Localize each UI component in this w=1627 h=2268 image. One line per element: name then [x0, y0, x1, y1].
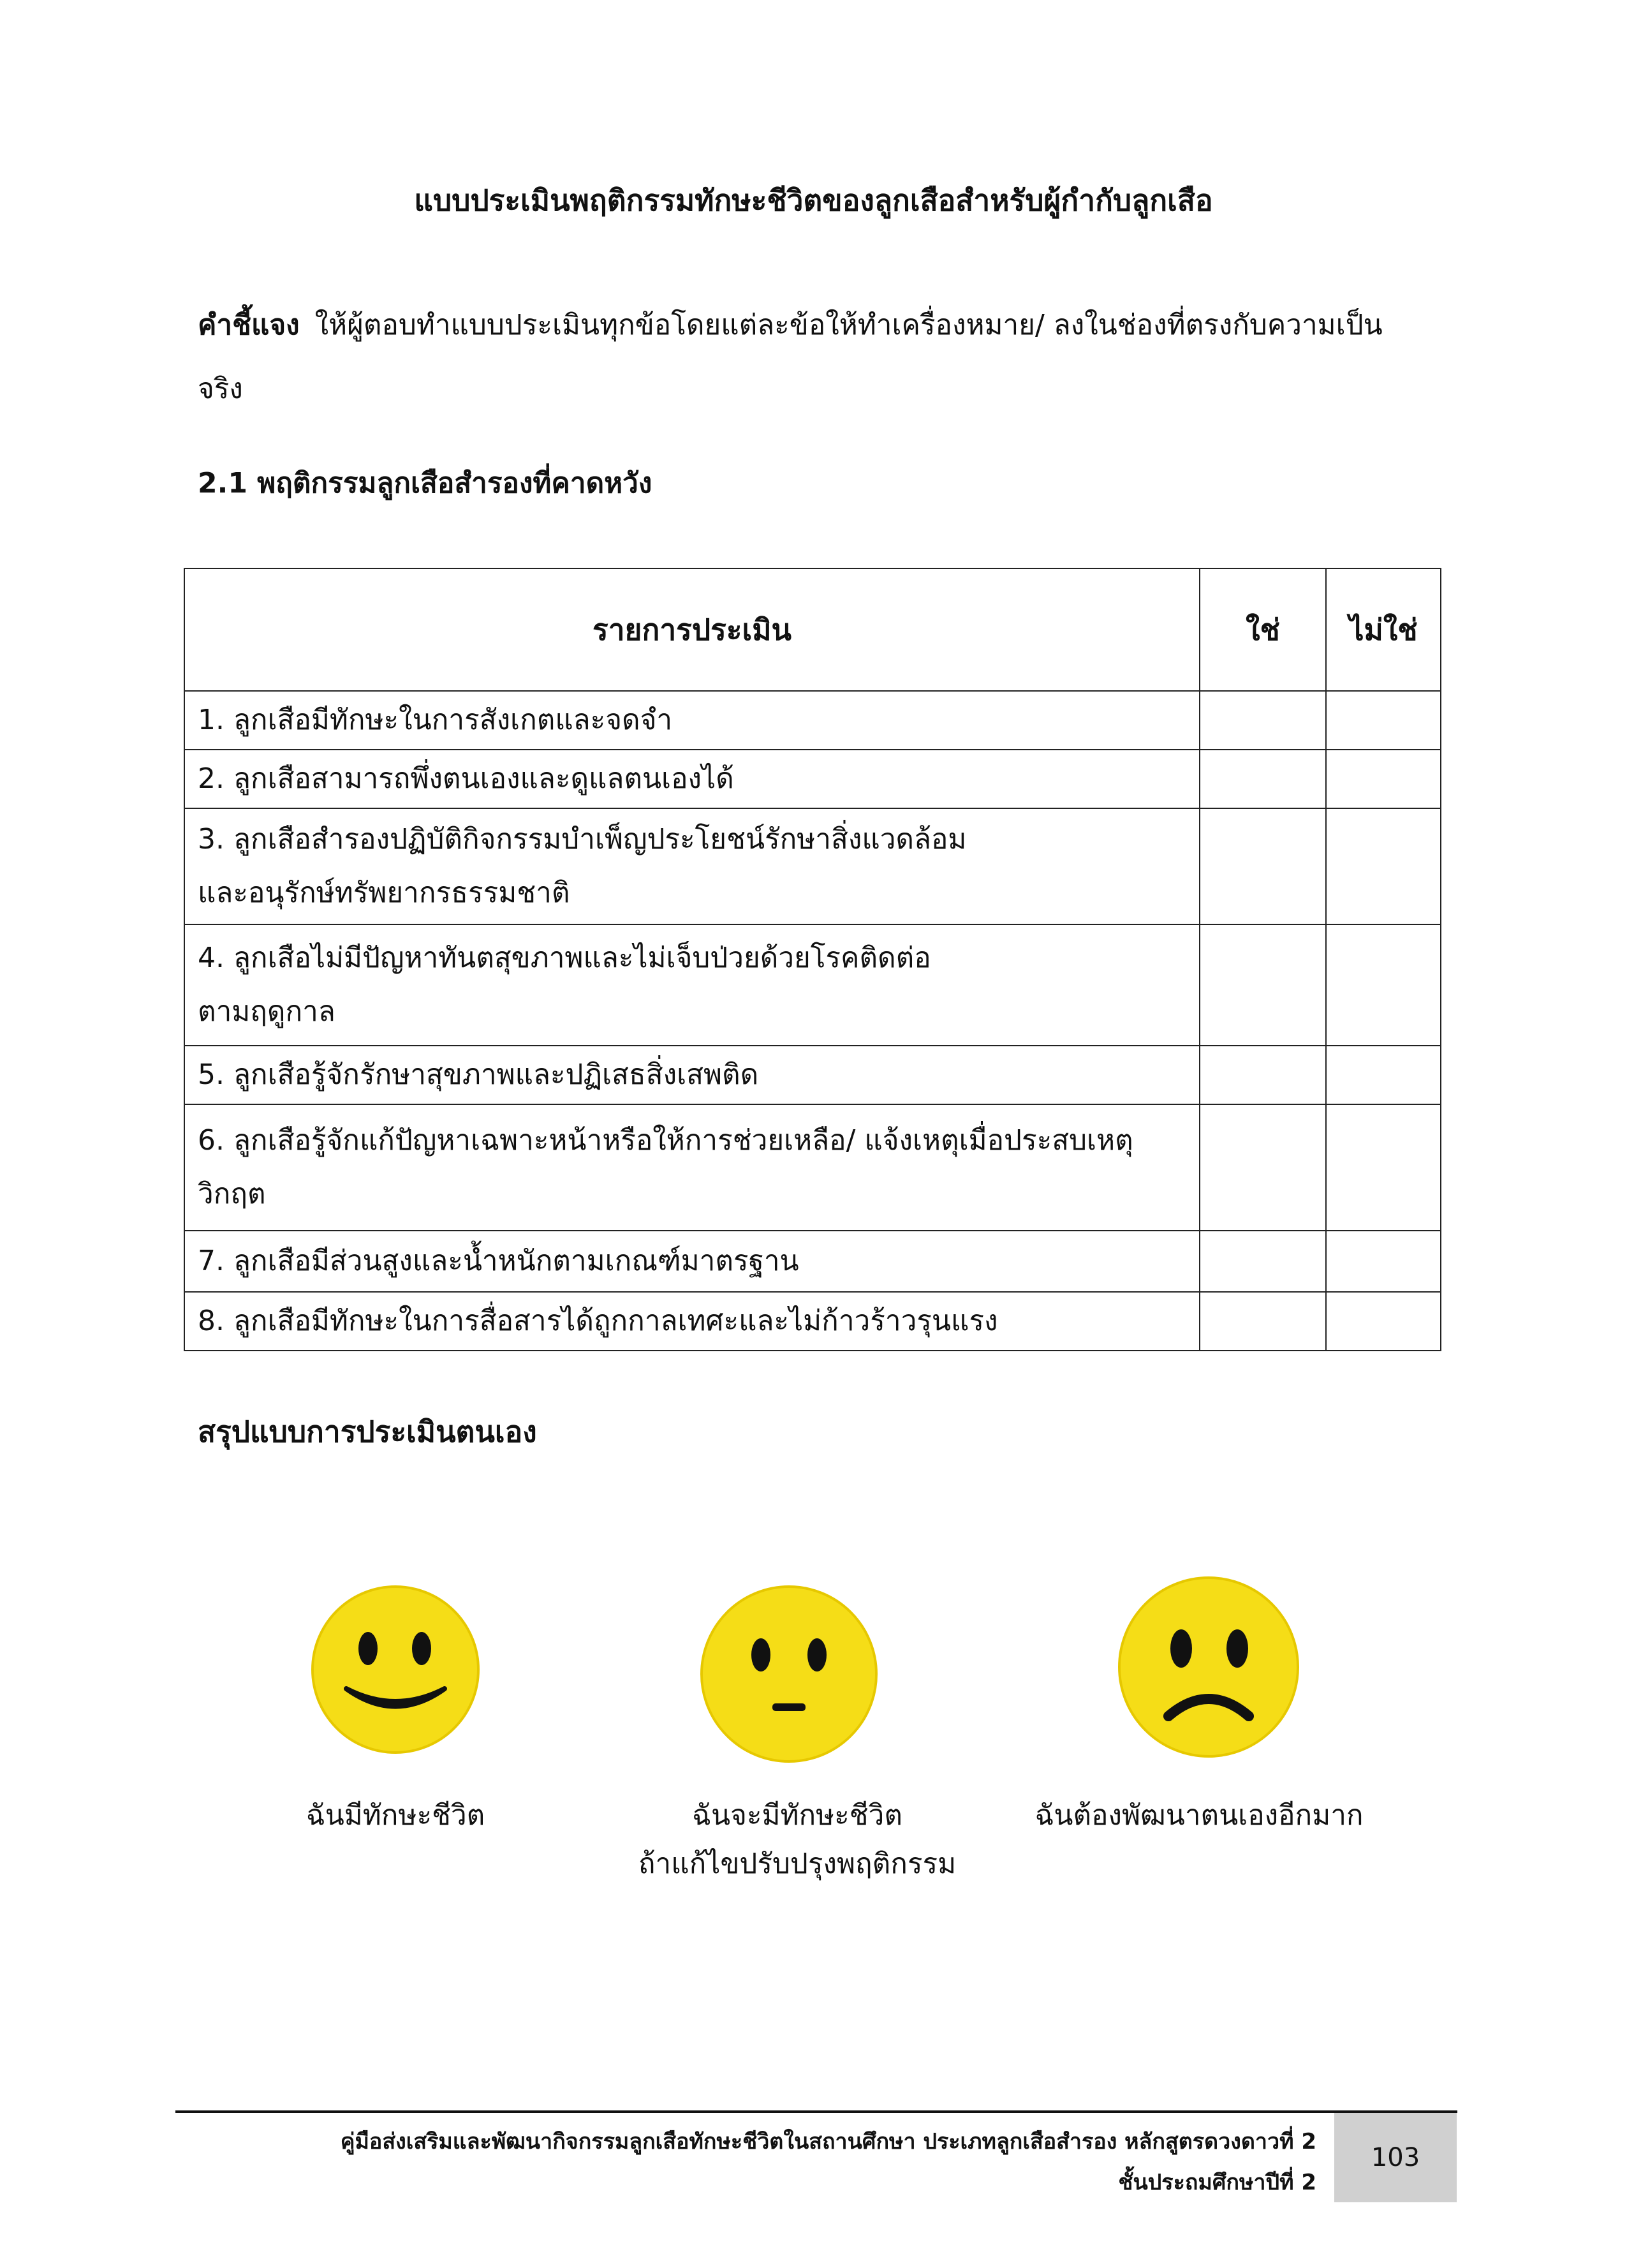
header-items: รายการประเมิน [184, 568, 1200, 691]
evaluation-table [184, 568, 1441, 1351]
table-row [184, 1231, 1441, 1292]
section-title: 2.1 พฤติกรรมลูกเสือสำรองที่คาดหวัง [198, 467, 652, 500]
yes-checkbox-cell[interactable] [1200, 1046, 1326, 1104]
yes-checkbox-cell[interactable] [1200, 750, 1326, 808]
header-yes: ใช่ [1200, 568, 1326, 691]
no-checkbox-cell[interactable] [1326, 1104, 1441, 1231]
instructions [198, 293, 1397, 421]
row-text: 4. ลูกเสือไม่มีปัญหาทันตสุขภาพและไม่เจ็บป่วยด้วยโรคติดต่อ ตามฤดูกาล [184, 924, 1200, 1046]
table-header-row [184, 568, 1441, 691]
page-title: แบบประเมินพฤติกรรมทักษะชีวิตของลูกเสือสำหรับผู้กำกับลูกเสือ [414, 183, 1213, 218]
no-checkbox-cell[interactable] [1326, 691, 1441, 750]
footer-line-2: ชั้นประถมศึกษาปีที่ 2 [1118, 2170, 1316, 2195]
yes-checkbox-cell[interactable] [1200, 1231, 1326, 1292]
table-row [184, 1104, 1441, 1231]
page-number: 103 [1334, 2113, 1457, 2202]
yes-checkbox-cell[interactable] [1200, 691, 1326, 750]
table-row [184, 924, 1441, 1046]
neutral-face-caption: ฉันจะมีทักษะชีวิต ถ้าแก้ไขปรับปรุงพฤติกรรม [638, 1799, 957, 1880]
yes-checkbox-cell[interactable] [1200, 1104, 1326, 1231]
row-text: 3. ลูกเสือสำรองปฏิบัติกิจกรรมบำเพ็ญประโยชน์รักษาสิ่งแวดล้อม และอนุรักษ์ทรัพยากรธรรมชาติ [184, 808, 1200, 924]
table-row [184, 750, 1441, 808]
happy-face-icon [309, 1583, 482, 1756]
row-text: 2. ลูกเสือสามารถพึ่งตนเองและดูแลตนเองได้ [184, 750, 1200, 808]
table-row [184, 808, 1441, 924]
footer-line-1: คู่มือส่งเสริมและพัฒนากิจกรรมลูกเสือทักษะชีวิตในสถานศึกษา ประเภทลูกเสือสำรอง หลักสูตรดวงดาวที่ 2 [340, 2129, 1316, 2154]
no-checkbox-cell[interactable] [1326, 808, 1441, 924]
instructions-text-2: จริง [198, 373, 243, 405]
row-text: 5. ลูกเสือรู้จักรักษาสุขภาพและปฏิเสธสิ่งเสพติด [184, 1046, 1200, 1104]
neutral-face-icon [698, 1583, 880, 1765]
sad-face-icon [1116, 1575, 1301, 1760]
header-no: ไม่ใช่ [1326, 568, 1441, 691]
sad-face-caption: ฉันต้องพัฒนาตนเองอีกมาก [1034, 1799, 1364, 1832]
summary-title: สรุปแบบการประเมินตนเอง [198, 1414, 537, 1449]
footer-divider [175, 2110, 1457, 2113]
row-text: 1. ลูกเสือมีทักษะในการสังเกตและจดจำ [184, 691, 1200, 750]
table-row [184, 691, 1441, 750]
instructions-label: คำชี้แจง [198, 309, 300, 341]
table-row [184, 1046, 1441, 1104]
table-row [184, 1292, 1441, 1351]
row-text: 7. ลูกเสือมีส่วนสูงและน้ำหนักตามเกณฑ์มาตรฐาน [184, 1231, 1200, 1292]
yes-checkbox-cell[interactable] [1200, 924, 1326, 1046]
yes-checkbox-cell[interactable] [1200, 808, 1326, 924]
no-checkbox-cell[interactable] [1326, 1046, 1441, 1104]
happy-face-caption: ฉันมีทักษะชีวิต [306, 1799, 485, 1832]
no-checkbox-cell[interactable] [1326, 750, 1441, 808]
no-checkbox-cell[interactable] [1326, 1231, 1441, 1292]
yes-checkbox-cell[interactable] [1200, 1292, 1326, 1351]
row-text: 8. ลูกเสือมีทักษะในการสื่อสารได้ถูกกาลเทศะและไม่ก้าวร้าวรุนแรง [184, 1292, 1200, 1351]
row-text: 6. ลูกเสือรู้จักแก้ปัญหาเฉพาะหน้าหรือให้การช่วยเหลือ/ แจ้งเหตุเมื่อประสบเหตุ วิกฤต [184, 1104, 1200, 1231]
no-checkbox-cell[interactable] [1326, 924, 1441, 1046]
footer-text [341, 2121, 1316, 2203]
no-checkbox-cell[interactable] [1326, 1292, 1441, 1351]
instructions-text-1: ให้ผู้ตอบทำแบบประเมินทุกข้อโดยแต่ละข้อให้ทำเครื่องหมาย/ ลงในช่องที่ตรงกับความเป็น [314, 309, 1383, 341]
